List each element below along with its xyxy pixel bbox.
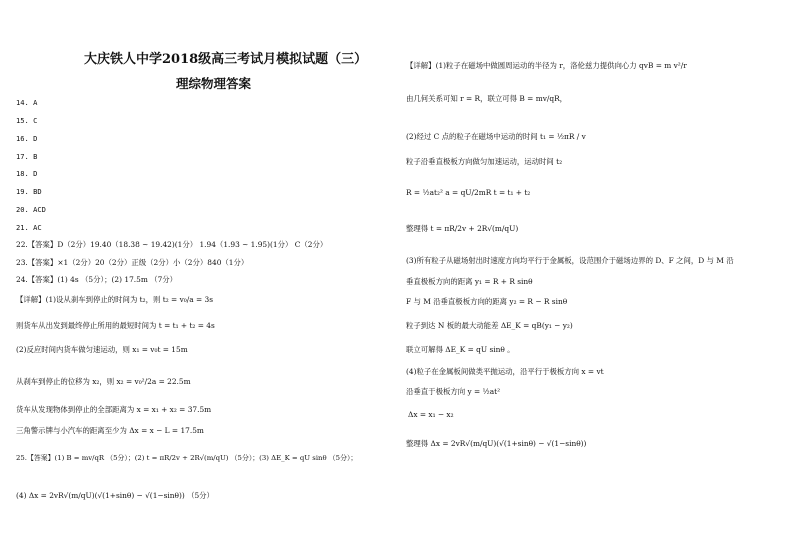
answer-25: 25.【答案】(1) B = mv/qR （5分）；(2) t = πR/2v + 2R√(m/qU) （5分）；(3) ΔE_K = qU sinθ （5分）； [16, 454, 358, 462]
detail-25-line4: 粒子沿垂直极板方向做匀加速运动，运动时间 t₂ [406, 157, 563, 166]
answer-14: 14. A [16, 98, 38, 107]
detail-25-line3: (2)经过 C 点的粒子在磁场中运动的时间 t₁ = ½πR / v [406, 132, 586, 141]
answer-23: 23.【答案】×1（2分）20（2分）正级（2分）小（2分）840（1分） [16, 258, 249, 267]
answer-25-part4: (4) Δx = 2vR√(m/qU)(√(1+sinθ) − √(1−sinθ)) （5分） [16, 491, 214, 500]
detail-24-line4: 从刹车到停止的位移为 x₂，则 x₂ = v₀²/2a = 22.5m [16, 377, 191, 386]
detail-25-line2: 由几何关系可知 r = R，联立可得 B = mv/qR， [406, 94, 568, 103]
answer-17: 17. B [16, 152, 38, 161]
detail-25-line14: Δx = x₁ − x₂ [408, 410, 454, 419]
detail-25-line12: (4)粒子在金属板间做类平抛运动，沿平行于极板方向 x = vt [406, 367, 604, 376]
detail-24-line1: 【详解】(1)设从刹车到停止的时间为 t₂，则 t₂ = v₀/a = 3s [16, 295, 213, 304]
detail-25-line1: 【详解】(1)粒子在磁场中做圆周运动的半径为 r，洛伦兹力提供向心力 qvB = m v²/r [406, 61, 687, 70]
page-title: 大庆铁人中学2018级高三考试月模拟试题（三） [84, 52, 368, 67]
answer-24: 24.【答案】(1) 4s （5分）；(2) 17.5m （7分） [16, 275, 178, 284]
detail-24-line5: 货车从发现物体到停止的全部距离为 x = x₁ + x₂ = 37.5m [16, 405, 212, 414]
detail-24-line3: (2)反应时间内货车做匀速运动，则 x₁ = v₀t = 15m [16, 345, 188, 354]
detail-25-line9: F 与 M 沿垂直极板方向的距离 y₂ = R − R sinθ [406, 297, 568, 306]
answer-22: 22.【答案】D（2分）19.40（18.38 ~ 19.42)(1分） 1.94（1.93 ~ 1.95)(1分） C（2分） [16, 240, 328, 249]
detail-25-line13: 沿垂直于极板方向 y = ½at² [406, 387, 501, 396]
detail-24-line2: 则货车从出发到最终停止所用的最短时间为 t = t₁ + t₂ = 4s [16, 321, 215, 330]
answer-16: 16. D [16, 134, 38, 143]
answer-20: 20. ACD [16, 205, 46, 214]
answer-21: 21. AC [16, 223, 42, 232]
answer-19: 19. BD [16, 187, 42, 196]
detail-25-line5: R = ½at₂² a = qU/2mR t = t₁ + t₂ [406, 188, 531, 197]
detail-25-line8: 垂直极板方向的距离 y₁ = R + R sinθ [406, 277, 533, 286]
detail-25-line11: 联立可解得 ΔE_K = qU sinθ 。 [406, 345, 515, 354]
detail-24-line6: 三角警示牌与小汽车的距离至少为 Δx = x − L = 17.5m [16, 426, 204, 435]
answer-18: 18. D [16, 169, 38, 178]
detail-25-line7: (3)所有粒子从磁场射出时速度方向均平行于金属板，设范围介于磁场边界的 D、F 之间，D 与 M 沿 [406, 256, 734, 265]
answer-15: 15. C [16, 116, 38, 125]
detail-25-line6: 整理得 t = πR/2v + 2R√(m/qU) [406, 224, 519, 233]
page-subtitle: 理综物理答案 [176, 76, 252, 91]
detail-25-line10: 粒子到达 N 板的最大动能差 ΔE_K = qB(y₁ − y₂) [406, 321, 573, 330]
detail-25-line15: 整理得 Δx = 2vR√(m/qU)(√(1+sinθ) − √(1−sinθ)) [406, 439, 587, 448]
